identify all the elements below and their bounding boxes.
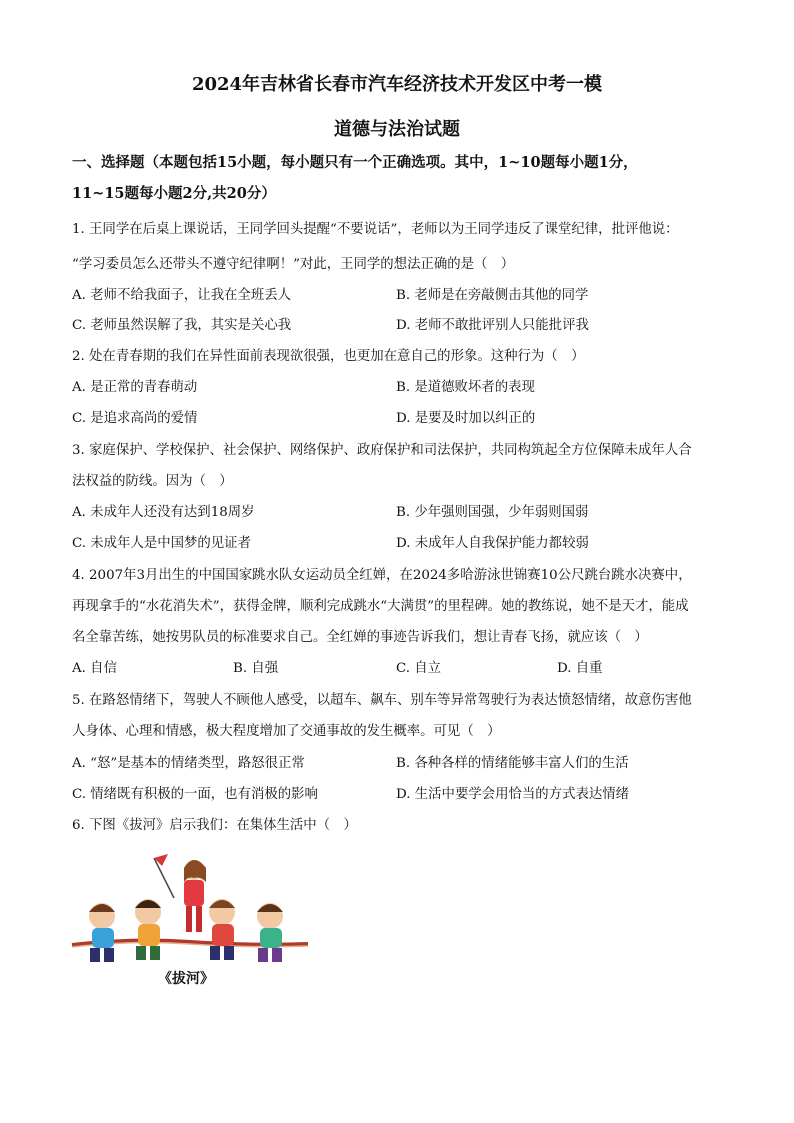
section-heading-line2: 11~15题每小题2分,共20分） — [72, 185, 276, 202]
q2-option-a: A. 是正常的青春萌动 — [72, 380, 198, 395]
q1-stem-line1: 1. 王同学在后桌上课说话，王同学回头提醒“不要说话”，老师以为王同学违反了课堂纪律，批评他说： — [72, 222, 679, 237]
exam-subtitle: 道德与法治试题 — [334, 119, 460, 140]
q5-stem-line1: 5. 在路怒情绪下，驾驶人不顾他人感受，以超车、飙车、别车等异常驾驶行为表达愤怒情绪，故意伤害他 — [72, 693, 692, 708]
q4-option-c: C. 自立 — [396, 661, 442, 676]
q3-stem-line2: 法权益的防线。因为（ ） — [72, 474, 233, 489]
q5-option-c: C. 情绪既有积极的一面，也有消极的影响 — [72, 787, 318, 802]
q3-option-d: D. 未成年人自我保护能力都较弱 — [396, 536, 589, 551]
q1-stem-line2: “学习委员怎么还带头不遵守纪律啊！”对此，王同学的想法正确的是（ ） — [72, 257, 515, 272]
exam-title: 2024年吉林省长春市汽车经济技术开发区中考一模 — [191, 74, 603, 95]
q5-option-d: D. 生活中要学会用恰当的方式表达情绪 — [396, 787, 630, 802]
q4-option-d: D. 自重 — [557, 661, 603, 676]
q3-option-b: B. 少年强则国强，少年弱则国弱 — [396, 505, 589, 520]
q1-option-b: B. 老师是在旁敲侧击其他的同学 — [396, 288, 589, 303]
q2-option-c: C. 是追求高尚的爱情 — [72, 411, 198, 426]
q4-option-b: B. 自强 — [233, 661, 279, 676]
q4-stem-line2: 再现拿手的“水花消失术”，获得金牌，顺利完成跳水“大满贯”的里程碑。她的教练说，她不是天才，能成 — [72, 599, 689, 614]
q1-option-a: A. 老师不给我面子，让我在全班丢人 — [72, 288, 292, 303]
figure-caption: 《拔河》 — [158, 971, 214, 987]
q3-stem-line1: 3. 家庭保护、学校保护、社会保护、网络保护、政府保护和司法保护，共同构筑起全方位保障未成年人合 — [72, 443, 692, 458]
q2-option-b: B. 是道德败坏者的表现 — [396, 380, 535, 395]
q2-stem-line1: 2. 处在青春期的我们在异性面前表现欲很强，也更加在意自己的形象。这种行为（ ） — [72, 349, 585, 364]
q4-option-a: A. 自信 — [72, 661, 117, 676]
q3-option-a: A. 未成年人还没有达到18周岁 — [72, 505, 255, 520]
q3-option-c: C. 未成年人是中国梦的见证者 — [72, 536, 251, 551]
q2-option-d: D. 是要及时加以纠正的 — [396, 411, 536, 426]
q4-stem-line3: 名全靠苦练，她按男队员的标准要求自己。全红婵的事迹告诉我们，想让青春飞扬，就应该（ ） — [72, 630, 648, 645]
q5-option-a: A. “怒”是基本的情绪类型，路怒很正常 — [72, 756, 305, 771]
q4-stem-line1: 4. 2007年3月出生的中国国家跳水队女运动员全红婵，在2024多哈游泳世锦赛10公尺跳台跳水决赛中， — [72, 568, 692, 583]
q5-stem-line2: 人身体、心理和情感，极大程度增加了交通事故的发生概率。可见（ ） — [72, 724, 501, 739]
q5-option-b: B. 各种各样的情绪能够丰富人们的生活 — [396, 756, 629, 771]
section-heading-line1: 一、选择题（本题包括15小题，每小题只有一个正确选项。其中，1~10题每小题1分， — [72, 154, 638, 171]
q1-option-c: C. 老师虽然误解了我，其实是关心我 — [72, 318, 292, 333]
q1-option-d: D. 老师不敢批评别人只能批评我 — [396, 318, 589, 333]
q6-stem-line1: 6. 下图《拔河》启示我们：在集体生活中（ ） — [72, 818, 357, 833]
